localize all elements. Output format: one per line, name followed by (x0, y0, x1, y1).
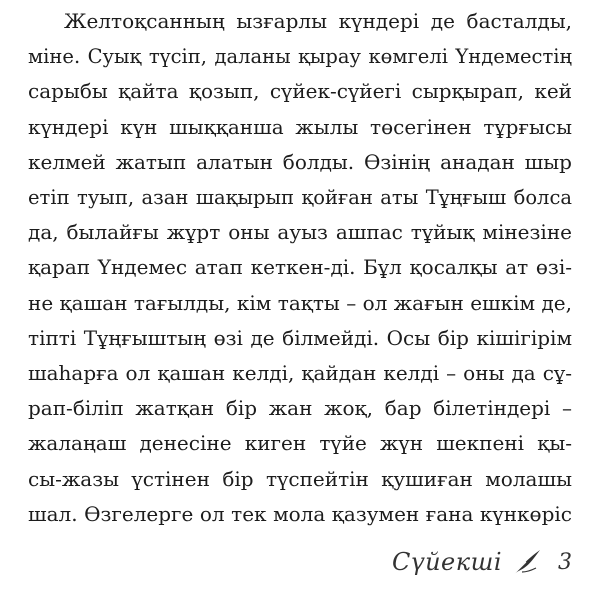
text-line: шаһарға ол қашан келді, қайдан келді – оны да сұ- (28, 361, 572, 386)
text-line: сы-жазы үстінен бір түспейтін қушиған молашы (28, 466, 572, 491)
body-text (28, 4, 572, 532)
running-title: Сүйекші (392, 548, 502, 576)
text-line: жалаңаш денесіне киген түйе жүн шекпені қы- (28, 431, 572, 456)
text-line: сарыбы қайта қозып, сүйек-сүйегі сырқырап, кей (28, 79, 572, 104)
text-line: қарап Үндемес атап кеткен-ді. Бұл қосалқы ат өзі- (28, 255, 572, 280)
text-line: келмей жатып алатын болды. Өзінің анадан шыр (28, 149, 572, 174)
text-line: да, былайғы жұрт оны ауыз ашпас тұйық мінезіне (28, 220, 572, 245)
page-number: 3 (558, 549, 572, 575)
text-line: күндері күн шыққанша жылы төсегінен тұрғысы (28, 114, 572, 139)
text-line: шал. Өзгелерге ол тек мола қазумен ғана күнкөріс (28, 501, 572, 526)
text-line: рап-біліп жатқан бір жан жоқ, бар білетіндері – (28, 396, 572, 421)
text-line: тіпті Тұңғыштың өзі де білмейді. Осы бір кішігірім (28, 325, 572, 350)
page-footer (392, 542, 572, 582)
text-line: Желтоқсанның ызғарлы күндері де басталды, (64, 9, 572, 33)
text-line: міне. Суық түсіп, даланы қырау көмгелі Үндеместің (28, 45, 572, 69)
quill-icon (512, 548, 542, 576)
text-line: етіп туып, азан шақырып қойған аты Тұңғыш болса (28, 186, 572, 210)
text-line: не қашан тағылды, кім тақты – ол жағын ешкім де, (28, 290, 572, 315)
